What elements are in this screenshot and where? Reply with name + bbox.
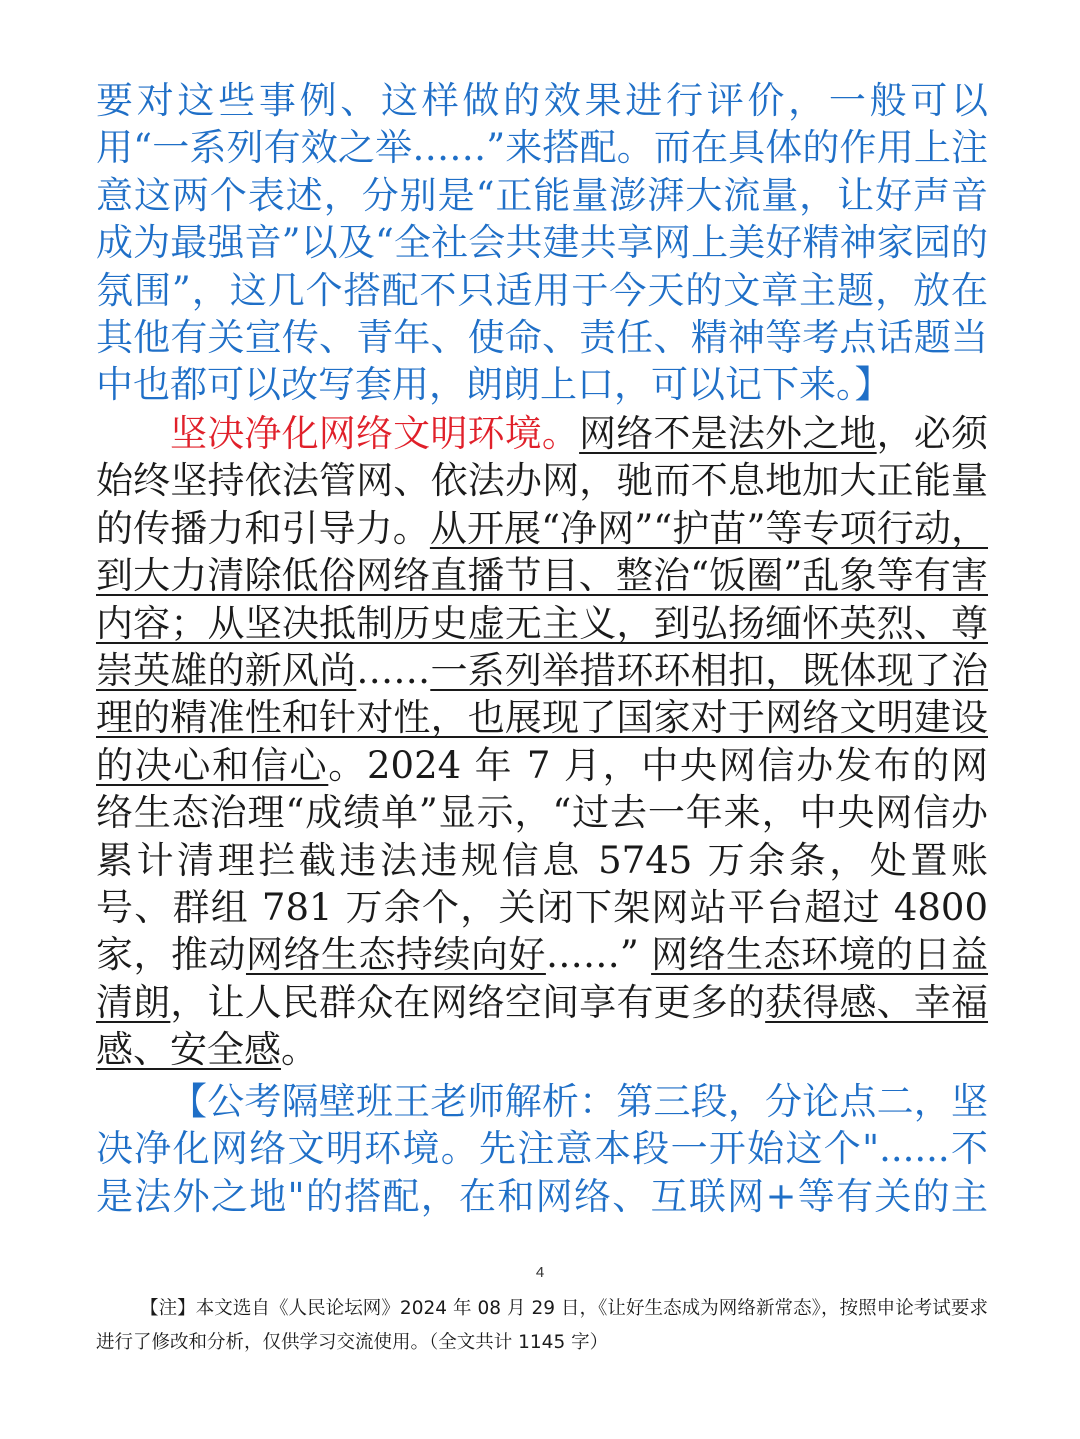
underlined-phrase: 获得感、幸福感、安全感 (96, 980, 989, 1072)
underlined-phrase: 网络不是法外之地 (579, 412, 877, 455)
underlined-phrase: 从开展“净网”“护苗”等专项行动，到大力清除低俗网络直播节目、整治“饭圈”乱象等有害内容；从坚决抵制历史虚无主义，到弘扬缅怀英烈、尊崇英雄的新风尚 (96, 506, 988, 693)
body-text: 。 (281, 1028, 318, 1072)
body-text: ……” (545, 933, 652, 977)
body-text: ，必须始终坚持依法管网、依法办网，驰而不息地加大正能量的传播力和引导力。 (96, 412, 989, 550)
underlined-phrase: 网络生态环境的日益清朗 (96, 933, 989, 1024)
body-paragraph (96, 410, 988, 1074)
underlined-phrase: 一系列举措环环相扣，既体现了治理的精准性和针对性，也展现了国家对于网络文明建设的决心和信心 (96, 649, 989, 787)
analysis-text: 【公考隔壁班王老师解析：第三段，分论点二，坚决净化网络文明环境。先注意本段一开始这个"......不是法外之地"的搭配，在和网络、互联网+等有关的主 (96, 1080, 988, 1218)
analysis-paragraph (96, 1078, 988, 1220)
analysis-text: 要对这些事例、这样做的效果进行评价，一般可以用“一系列有效之举……”来搭配。而在具体的作用上注意这两个表述，分别是“正能量澎湃大流量，让好声音成为最强音”以及“全社会共建共享网上美好精神家园的氛围”，这几个搭配不只适用于今天的文章主题，放在其他有关宣传、青年、使命、责任、精神等考点话题当中也都可以改写套用，朗朗上口，可以记下来。】 (96, 79, 988, 407)
body-text: 。2024 年 7 月，中央网信办发布的网络生态治理“成绩单”显示，“过去一年来，中央网信办累计清理拦截违法违规信息 5745 万余条，处置账号、群组 781 万余个，关闭下架网站平台超过 4800 家，推动 (96, 743, 988, 977)
analysis-paragraph-continued (96, 77, 988, 409)
body-text: ，让人民群众在网络空间享有更多的 (170, 980, 766, 1024)
section-heading: 坚决净化网络文明环境。 (170, 412, 580, 455)
footer-note: 【注】本文选自《人民论坛网》2024 年 08 月 29 日，《让好生态成为网络新常态》，按照申论考试要求进行了修改和分析，仅供学习交流使用。（全文共计 1145 字） (96, 1298, 988, 1353)
page-number: 4 (535, 1264, 545, 1281)
underlined-phrase: 网络生态持续向好 (245, 933, 546, 977)
body-text: …… (356, 649, 431, 693)
